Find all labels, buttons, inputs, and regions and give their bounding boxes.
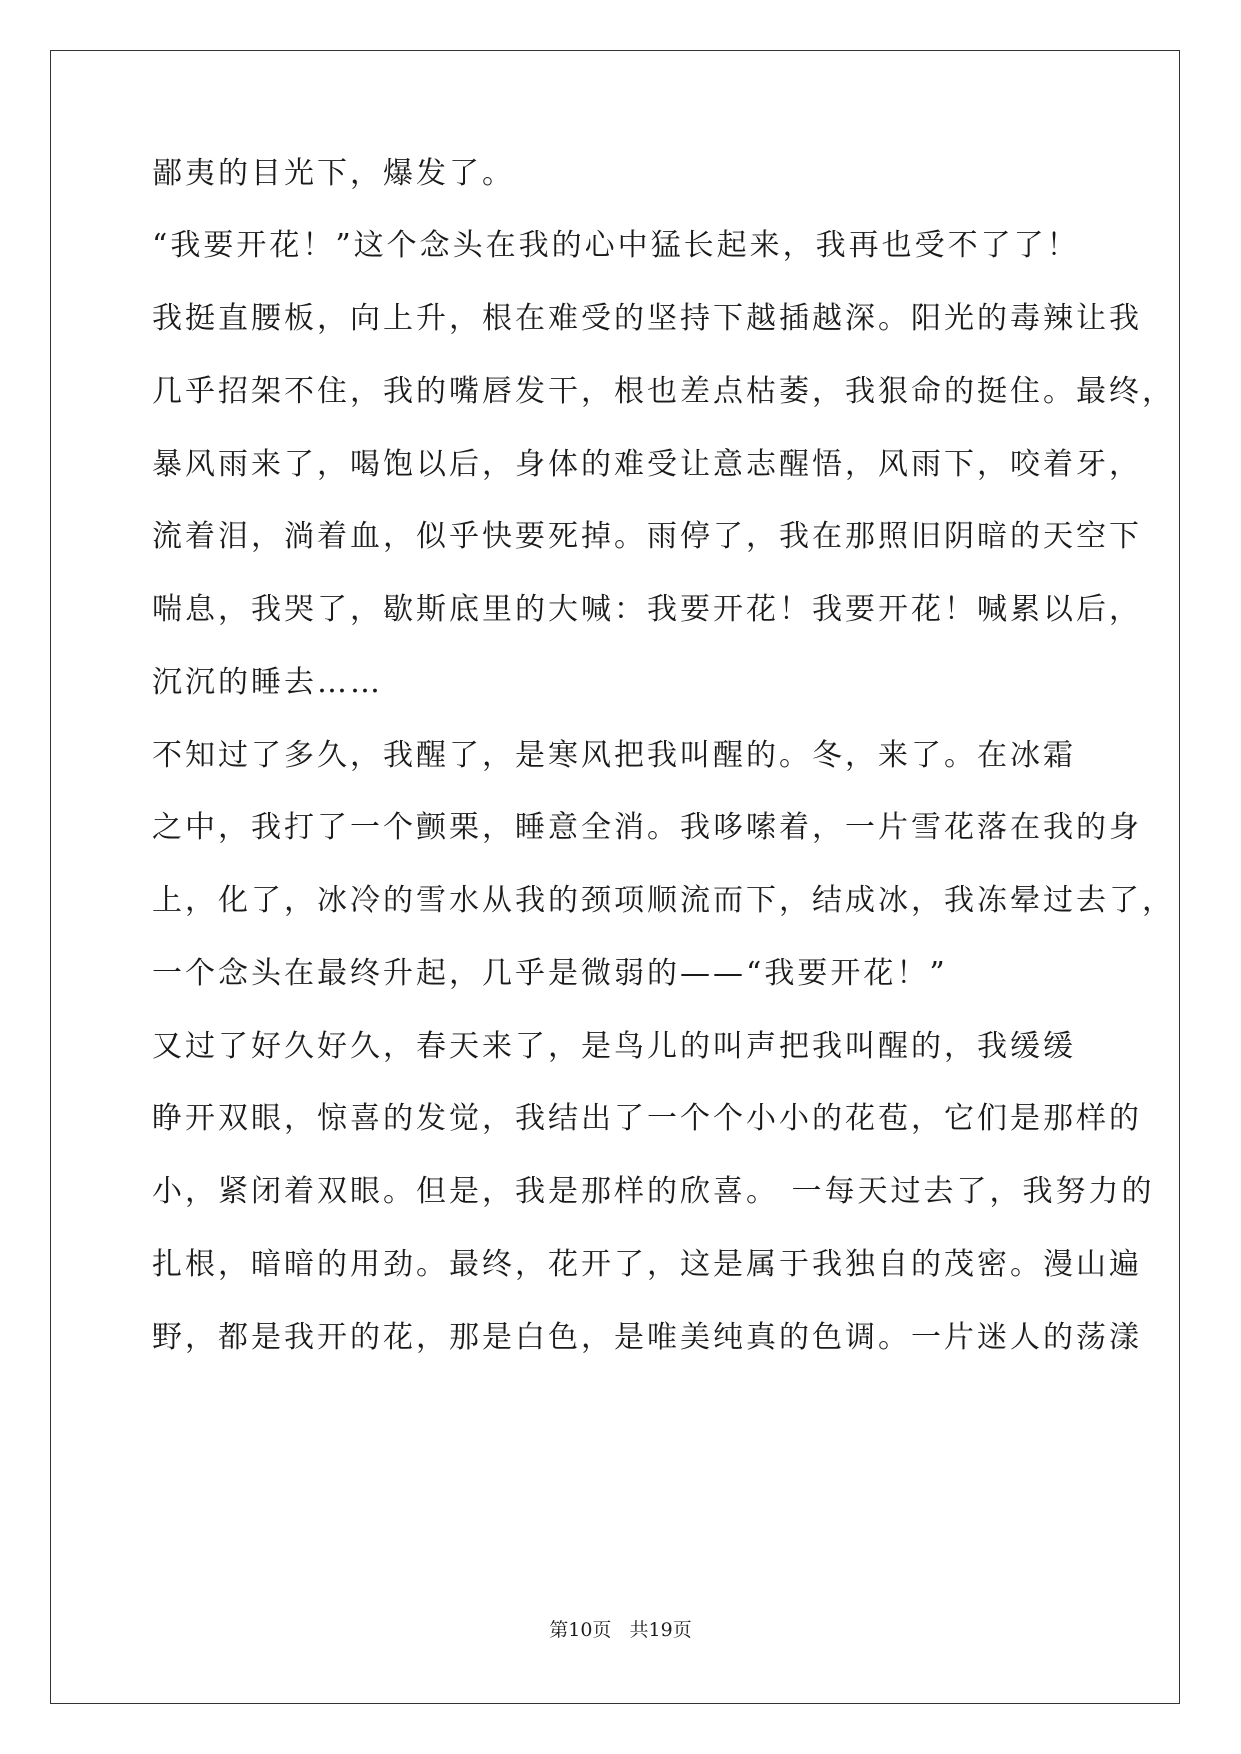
- text-line: 野，都是我开的花，那是白色，是唯美纯真的色调。一片迷人的荡漾: [152, 1320, 1142, 1355]
- text-line: 扎根，暗暗的用劲。最终，花开了，这是属于我独自的茂密。漫山遍: [152, 1247, 1142, 1282]
- text-line: 流着泪，淌着血，似乎快要死掉。雨停了，我在那照旧阴暗的天空下: [152, 519, 1142, 554]
- text-line: 睁开双眼，惊喜的发觉，我结出了一个个小小的花苞，它们是那样的: [152, 1101, 1142, 1136]
- text-line: 小，紧闭着双眼。但是，我是那样的欣喜。 一每天过去了，我努力的: [152, 1174, 1155, 1209]
- text-line: 上，化了，冰冷的雪水从我的颈项顺流而下，结成冰，我冻晕过去了，: [152, 883, 1175, 918]
- text-line: 不知过了多久，我醒了，是寒风把我叫醒的。冬，来了。在冰霜: [152, 738, 1076, 773]
- text-line: 鄙夷的目光下，爆发了。: [152, 156, 515, 191]
- page-number: 第10页 共19页: [549, 1619, 692, 1641]
- text-line: 沉沉的睡去……: [152, 665, 383, 700]
- text-line: 一个念头在最终升起，几乎是微弱的——“我要开花！”: [152, 956, 948, 991]
- text-line: 暴风雨来了，喝饱以后，身体的难受让意志醒悟，风雨下，咬着牙，: [152, 447, 1142, 482]
- text-line: 我挺直腰板，向上升，根在难受的坚持下越插越深。阳光的毒辣让我: [152, 301, 1142, 336]
- text-line: 几乎招架不住，我的嘴唇发干，根也差点枯萎，我狠命的挺住。最终，: [152, 374, 1175, 409]
- text-line: “我要开花！”这个念头在我的心中猛长起来，我再也受不了了！: [152, 228, 1080, 263]
- text-line: 之中，我打了一个颤栗，睡意全消。我哆嗦着，一片雪花落在我的身: [152, 810, 1142, 845]
- text-line: 喘息，我哭了，歇斯底里的大喊：我要开花！我要开花！喊累以后，: [152, 592, 1142, 627]
- text-line: 又过了好久好久，春天来了，是鸟儿的叫声把我叫醒的，我缓缓: [152, 1029, 1076, 1064]
